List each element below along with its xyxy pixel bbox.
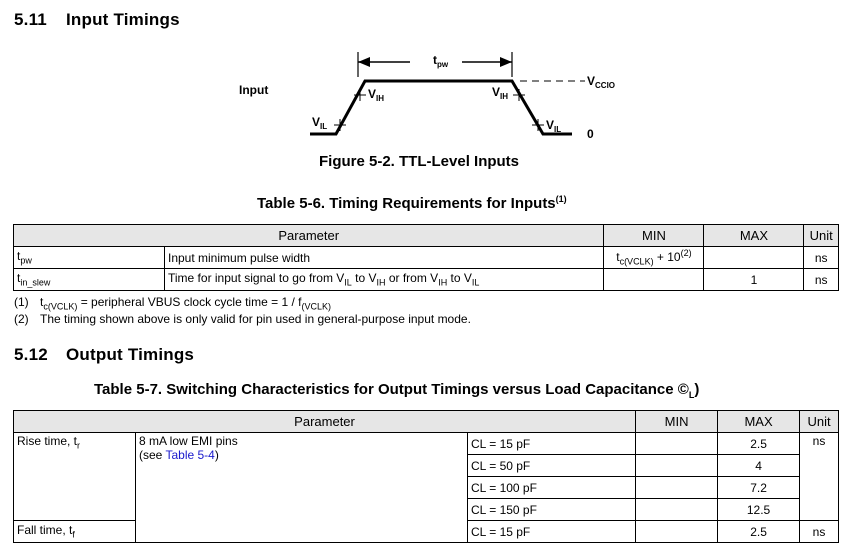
section-number: 5.11 [14,10,47,29]
max-value [704,247,804,269]
min-value [636,477,718,499]
tpw-label: $t_{pw}$ [433,53,449,69]
section-heading-5-12 [14,345,194,365]
load-cap: CL = 15 pF [468,433,636,455]
unit-value: ns [800,521,839,543]
header-min: MIN [636,411,718,433]
param-description: Input minimum pulse width [165,247,604,269]
load-cap: CL = 100 pF [468,477,636,499]
ttl-input-waveform [230,45,640,150]
section-title: Input Timings [66,10,180,29]
vccio-label: $V_{CCIO}$ [587,74,616,90]
table-5-7-caption: Table 5-7. Switching Characteristics for Output Timings versus Load Capacitance $©_L$) [94,381,700,400]
min-value [636,499,718,521]
header-unit: Unit [804,225,839,247]
min-value [636,433,718,455]
table-header-row [14,225,839,247]
load-cap: CL = 50 pF [468,455,636,477]
max-value: 1 [704,269,804,291]
vil-label-left: $V_{IL}$ [312,115,328,131]
vih-label-right: $V_{IH}$ [492,85,509,101]
section-title: Output Timings [66,345,195,364]
load-cap: CL = 150 pF [468,499,636,521]
max-value: 4 [718,455,800,477]
table-header-row [14,411,839,433]
load-cap: CL = 15 pF [468,521,636,543]
header-max: MAX [704,225,804,247]
fall-time-label: Fall time, $t_f$ [14,521,136,543]
table-row [14,247,839,269]
param-symbol: $t_{pw}$ [14,247,165,269]
pin-type: 8 mA low EMI pins (see Table 5-4) [136,433,468,543]
min-value: $t_{c(VCLK)} + 10^{(2)}$ [604,247,704,269]
figure-caption: Figure 5-2. TTL-Level Inputs [319,153,520,170]
footnote: (1) $t_{c(VCLK)}$ = peripheral VBUS clock cycle time = $1 / f_{(VCLK)}$ [14,295,331,312]
vil-label-right: $V_{IL}$ [546,118,562,134]
unit-value: ns [800,433,839,521]
min-value [636,455,718,477]
header-parameter: Parameter [14,225,604,247]
table-footnotes [14,296,471,326]
zero-label: 0 [587,127,594,141]
param-description: Time for input signal to go from $V_{IL}$ to $V_{IH}$ or from $V_{IH}$ to $V_{IL}$ [165,269,604,291]
timing-requirements-table [13,224,839,291]
unit-value: ns [804,247,839,269]
footnote-ref: (1) [555,194,567,204]
param-symbol: $t_{in\_slew}$ [14,269,165,291]
max-value: 12.5 [718,499,800,521]
header-parameter: Parameter [14,411,636,433]
max-value: 2.5 [718,433,800,455]
table-5-6-caption: Table 5-6. Timing Requirements for Inputs$^{(1)}$ [257,194,567,212]
rise-time-label: Rise time, $t_r$ [14,433,136,521]
switching-characteristics-table [13,410,839,543]
unit-value: ns [804,269,839,291]
input-label: Input [239,83,269,97]
table-row [14,269,839,291]
max-value: 7.2 [718,477,800,499]
max-value: 2.5 [718,521,800,543]
header-unit: Unit [800,411,839,433]
section-heading-5-11 [14,10,180,30]
header-max: MAX [718,411,800,433]
vih-label-left: $V_{IH}$ [368,87,385,103]
table-5-4-link[interactable]: Table 5-4 [165,448,215,462]
table-row [14,433,839,455]
section-number: 5.12 [14,345,48,364]
footnote: (2) The timing shown above is only valid for pin used in general-purpose input mode. [14,312,471,327]
min-value [636,521,718,543]
min-value [604,269,704,291]
header-min: MIN [604,225,704,247]
